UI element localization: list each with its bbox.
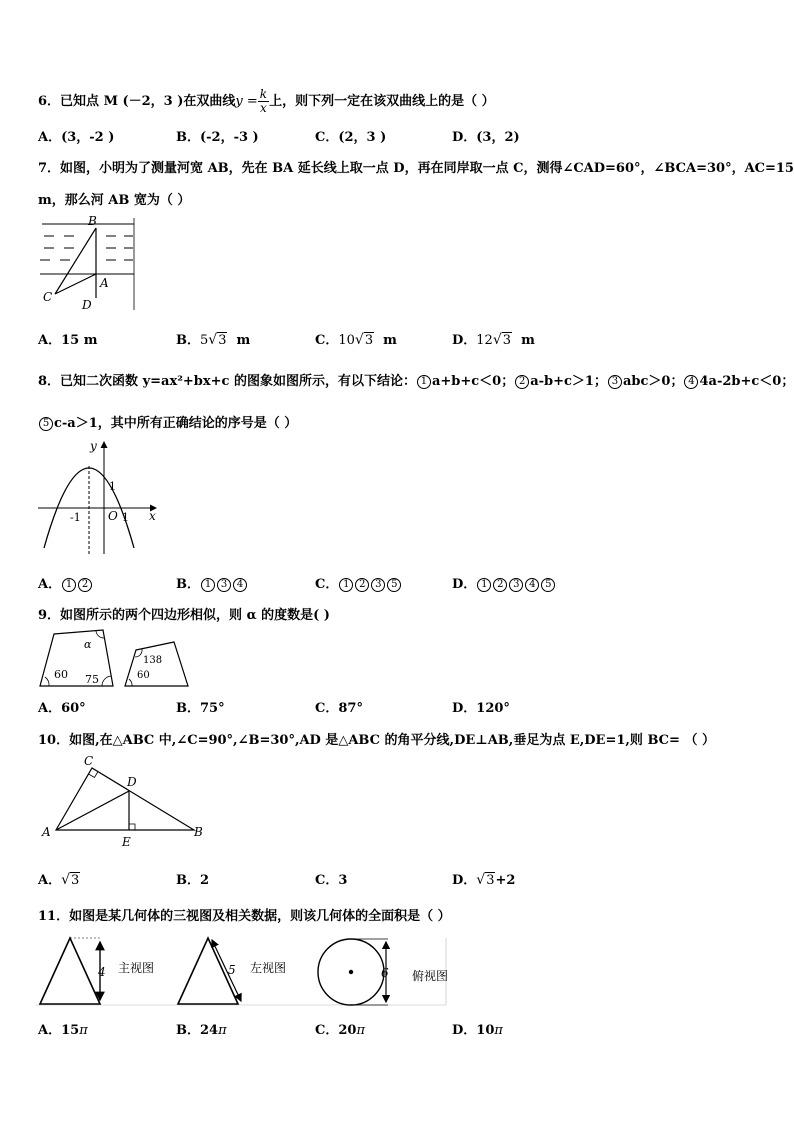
q9-quadrilaterals-figure [36,628,216,692]
q7-option-c[interactable] [315,329,397,348]
circled-number: 3 [371,578,385,592]
q11-option-c[interactable] [315,1019,365,1038]
circled-number: 1 [201,578,215,592]
question-11: 11．如图是某几何体的三视图及相关数据，则该几何体的全面积是（ ） [38,909,451,924]
q7-river-figure [36,214,140,314]
question-8-line2 [38,412,297,431]
q10-option-b-value: 2 [200,873,210,888]
q7-option-c-unit: m [383,333,397,348]
q7-option-a-value: 15 m [61,333,98,348]
q11-option-b-letter: B． [176,1023,200,1038]
q6-option-d[interactable]: D．(3，2) [452,130,520,145]
q11-label-height: 4 [98,965,106,979]
q8-option-a[interactable] [38,573,93,592]
q7-label-d: D [82,298,92,312]
q11-label-top-view: 俯视图 [412,969,449,983]
q7-option-c-coef: 10 [338,333,355,348]
q8-parabola-figure [36,436,166,556]
q9-label-alpha: α [84,638,92,651]
q11-option-b[interactable] [176,1019,227,1038]
q10-label-e: E [122,835,131,849]
q9-label-a75: 75 [85,673,99,686]
circled-number: 2 [78,578,92,592]
q10-option-c-letter: C． [315,873,339,888]
question-8-line1 [38,370,794,389]
q6-option-c[interactable]: C．(2，3 ) [315,130,387,145]
q7-option-d-coef: 12 [476,333,493,348]
q9-option-b[interactable]: B．75° [176,701,225,716]
circled-number: 1 [477,578,491,592]
q10-option-d-suffix: +2 [495,873,516,888]
q11-option-a-letter: A． [38,1023,62,1038]
q8-option-d-letter: D． [452,577,477,592]
q7-option-b[interactable] [176,329,250,348]
q11-option-d-letter: D． [452,1023,477,1038]
q8-line2-text: c-a＞1，其中所有正确结论的序号是（ ） [54,416,298,431]
q8-label-x: x [149,509,156,523]
q6-y-eq: y = [235,94,258,109]
q7-option-d-unit: m [521,333,535,348]
q6-frac-num: k [259,87,268,101]
q7-option-c-letter: C． [315,333,339,348]
q8-circled-2: 2 [515,375,529,389]
q8-option-a-letter: A． [38,577,62,592]
q7-label-c: C [43,290,53,304]
q10-label-c: C [84,754,94,768]
radical-sign: √ [208,332,218,348]
q11-label-left-view: 左视图 [250,961,287,975]
q8-option-c-letter: C． [315,577,339,592]
circled-number: 2 [493,578,507,592]
q10-option-b[interactable] [176,869,209,888]
q11-label-main-view: 主视图 [118,961,155,975]
q6-option-a[interactable]: A．(3，-2 ) [38,130,115,145]
q6-text-a: 6．已知点 M (－2，3 )在双曲线 [38,94,236,109]
q6-option-b[interactable]: B．(-2，-3 ) [176,130,259,145]
q7-option-d-letter: D． [452,333,477,348]
q11-option-d[interactable] [452,1019,503,1038]
q7-option-d-radicand: 3 [502,333,512,348]
pi-symbol: π [218,1023,227,1038]
question-7-line2: m，那么河 AB 宽为（ ） [38,193,191,208]
q10-option-d-letter: D． [452,873,477,888]
circled-number: 2 [355,578,369,592]
q10-label-a: A [42,825,51,839]
q10-option-a-radicand: 3 [71,873,80,888]
q9-option-d[interactable]: D．120° [452,701,510,716]
q7-option-b-unit: m [236,333,251,348]
q8-label-1y: 1 [109,480,116,493]
radical-sign: √ [354,332,364,348]
q8-circled-5: 5 [39,417,53,431]
q10-option-d[interactable] [452,869,515,888]
q10-option-a-letter: A． [38,873,62,888]
q9-label-a60: 60 [54,668,68,681]
q10-triangle-figure [36,752,216,852]
q7-label-b: B [88,214,97,228]
q8-circled-3: 3 [608,375,622,389]
q8-option-b[interactable] [176,573,248,592]
circled-number: 3 [217,578,231,592]
q8-conclusion-1: a+b+c＜0； [431,374,515,389]
q8-option-b-letter: B． [176,577,200,592]
q10-option-b-letter: B． [176,873,200,888]
q7-option-c-radicand: 3 [364,333,374,348]
q10-option-a[interactable] [38,869,80,888]
q11-option-a-num: 15 [61,1023,80,1038]
q10-option-d-radicand: 3 [486,873,495,888]
q11-option-b-num: 24 [200,1023,219,1038]
q11-option-c-letter: C． [315,1023,339,1038]
circled-number: 5 [541,578,555,592]
q11-option-a[interactable] [38,1019,88,1038]
q9-option-a[interactable]: A．60° [38,701,86,716]
q10-label-d: D [127,775,137,789]
q8-label-neg1: -1 [70,511,81,524]
q8-option-d[interactable] [452,573,556,592]
q8-option-c[interactable] [315,573,402,592]
q8-conclusion-3: abc＞0； [622,374,684,389]
radical-sign: √ [61,872,71,888]
q9-option-c[interactable]: C．87° [315,701,363,716]
q7-option-d[interactable] [452,329,535,348]
circled-number: 5 [387,578,401,592]
q8-conclusion-2: a-b+c＞1； [530,374,607,389]
question-6 [38,88,495,115]
q11-three-views-figure [36,932,456,1010]
q6-fraction [258,88,269,115]
q7-label-a: A [100,276,109,290]
question-9: 9．如图所示的两个四边形相似，则 α 的度数是( ) [38,608,330,623]
circled-number: 4 [525,578,539,592]
q7-option-a-letter: A． [38,333,62,348]
q6-frac-den: x [260,101,267,115]
circled-number: 4 [233,578,247,592]
q8-circled-1: 1 [417,375,431,389]
q10-label-b: B [194,825,203,839]
radical-sign: √ [476,872,486,888]
q8-label-y: y [90,439,97,453]
circled-number: 3 [509,578,523,592]
pi-symbol: π [356,1023,365,1038]
q11-option-d-num: 10 [476,1023,495,1038]
q8-label-o: O [108,509,118,523]
q10-option-c[interactable] [315,869,347,888]
q8-circled-4: 4 [684,375,698,389]
question-10: 10．如图,在△ABC 中,∠C=90°,∠B=30°,AD 是△ABC 的角平分线,DE⊥AB,垂足为点 E,DE=1,则 BC= （ ） [38,733,715,748]
q6-text-b: 上，则下列一定在该双曲线上的是（ ） [269,94,495,109]
circled-number: 1 [339,578,353,592]
q8-intro: 8．已知二次函数 y=ax²+bx+c 的图象如图所示，有以下结论： [38,374,416,389]
q11-label-slant: 5 [228,963,236,977]
q7-option-b-radicand: 3 [218,333,227,348]
q10-option-c-value: 3 [338,873,348,888]
q7-option-b-letter: B． [176,333,200,348]
q8-label-1x: 1 [122,511,129,524]
circled-number: 1 [62,578,76,592]
q11-label-diameter: 6 [381,966,389,980]
pi-symbol: π [79,1023,88,1038]
q9-label-b138: 138 [143,655,163,666]
q7-option-b-coef: 5 [200,333,209,348]
q11-option-c-num: 20 [338,1023,357,1038]
radical-sign: √ [492,332,502,348]
question-7-line1: 7．如图，小明为了测量河宽 AB，先在 BA 延长线上取一点 D，再在同岸取一点 C，测得∠CAD=60°，∠BCA=30°，AC=15 [38,161,794,176]
q8-conclusion-4: 4a-2b+c＜0； [699,374,794,389]
q9-label-b60: 60 [137,670,150,681]
pi-symbol: π [494,1023,503,1038]
q7-option-a[interactable] [38,329,97,348]
